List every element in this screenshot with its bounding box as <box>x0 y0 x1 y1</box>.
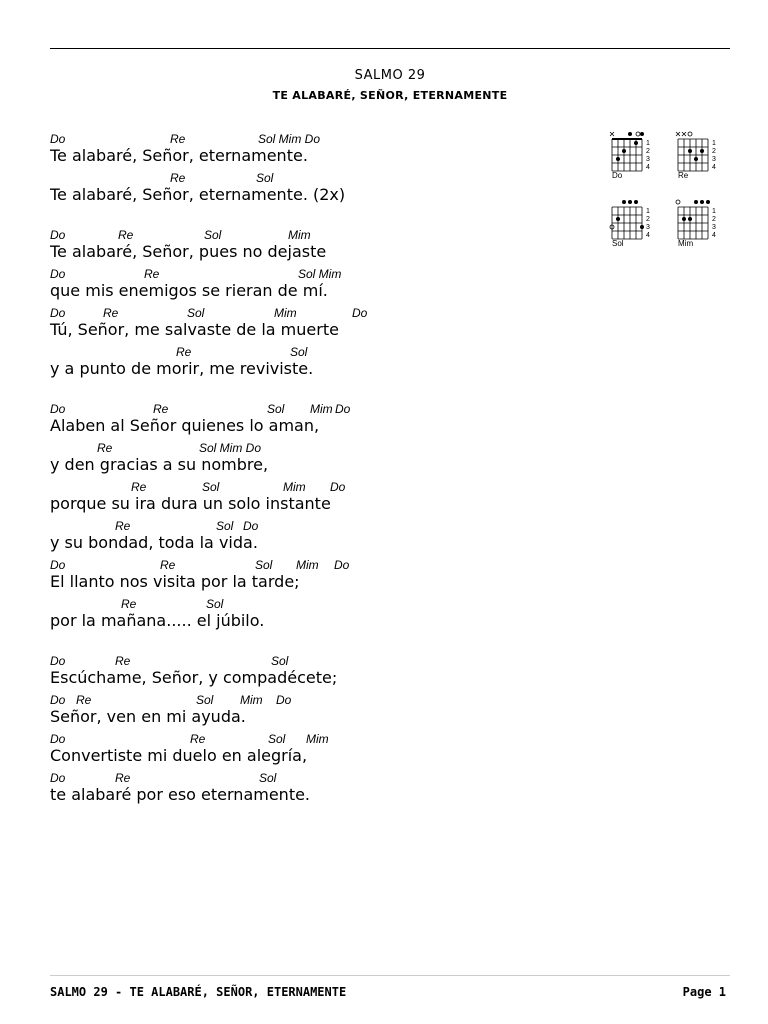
chord-label: Sol Mim Do <box>258 132 321 146</box>
chord-label: Re <box>131 480 147 494</box>
chord-label: Sol <box>271 654 289 668</box>
song-line <box>50 224 590 263</box>
chord-label: Do <box>50 558 66 572</box>
chord-row <box>50 345 590 359</box>
chord-diagram-do <box>606 128 666 186</box>
lyric-text: y a punto de morir, me reviviste. <box>50 359 314 378</box>
chord-grid-icon <box>606 128 666 172</box>
chord-diagram-re <box>672 128 732 186</box>
chord-diagram-mim <box>672 196 732 254</box>
chord-diagrams <box>600 128 720 258</box>
chord-label: Re <box>153 402 169 416</box>
chord-label: Sol <box>216 519 234 533</box>
svg-text:2: 2 <box>646 148 650 155</box>
song-line <box>50 554 590 593</box>
svg-text:2: 2 <box>712 216 716 223</box>
song-line <box>50 341 590 380</box>
chord-label: Do <box>50 771 66 785</box>
lyric-text: Te alabaré, Señor, eternamente. (2x) <box>50 185 346 204</box>
lyric-text: El llanto nos visita por la tarde; <box>50 572 300 591</box>
chord-label: Do <box>334 558 350 572</box>
svg-text:2: 2 <box>646 216 650 223</box>
chord-diagram-label: Sol <box>612 239 624 248</box>
song-line <box>50 437 590 476</box>
chord-label: Mim <box>288 228 311 242</box>
chord-label: Do <box>335 402 351 416</box>
verse <box>50 650 590 806</box>
chord-grid-icon <box>672 196 732 240</box>
lyric-text: Te alabaré, Señor, pues no dejaste <box>50 242 327 261</box>
chord-row <box>50 693 590 707</box>
footer-title: SALMO 29 - TE ALABARÉ, SEÑOR, ETERNAMENTE <box>50 985 347 999</box>
chord-label: Re <box>115 771 131 785</box>
chord-row <box>50 441 590 455</box>
chord-row <box>50 132 590 146</box>
chord-label: Re <box>97 441 113 455</box>
chord-row <box>50 519 590 533</box>
chord-row <box>50 597 590 611</box>
lyric-text: y su bondad, toda la vida. <box>50 533 258 552</box>
song-line <box>50 767 590 806</box>
song-line <box>50 167 590 206</box>
lyric-text: Te alabaré, Señor, eternamente. <box>50 146 308 165</box>
chord-label: Do <box>50 267 66 281</box>
chord-label: Sol <box>256 171 274 185</box>
lyric-text: Tú, Señor, me salvaste de la muerte <box>50 320 339 339</box>
chord-label: Sol <box>187 306 205 320</box>
chord-label: Re <box>115 654 131 668</box>
chord-row <box>50 402 590 416</box>
chord-label: Sol <box>255 558 273 572</box>
chord-label: Mim <box>240 693 263 707</box>
chord-diagram-sol <box>606 196 666 254</box>
chord-label: Sol <box>202 480 220 494</box>
chord-label: Sol Mim Do <box>199 441 262 455</box>
verse <box>50 398 590 632</box>
lyric-text: porque su ira dura un solo instante <box>50 494 331 513</box>
chord-label: Sol <box>267 402 285 416</box>
chord-label: Do <box>50 732 66 746</box>
chord-label: Do <box>50 132 66 146</box>
song-body <box>50 128 590 824</box>
song-line <box>50 515 590 554</box>
chord-label: Do <box>330 480 346 494</box>
lyric-text: Señor, ven en mi ayuda. <box>50 707 246 726</box>
chord-label: Do <box>50 228 66 242</box>
chord-label: Re <box>160 558 176 572</box>
lyric-text: que mis enemigos se rieran de mí. <box>50 281 328 300</box>
footer-rule <box>50 975 730 976</box>
chord-label: Sol <box>204 228 222 242</box>
svg-text:3: 3 <box>646 224 650 231</box>
chord-row <box>50 171 590 185</box>
svg-text:1: 1 <box>712 208 716 215</box>
chord-label: Do <box>243 519 259 533</box>
chord-grid-icon <box>672 128 732 172</box>
chord-label: Do <box>50 402 66 416</box>
song-line <box>50 263 590 302</box>
chord-label: Re <box>118 228 134 242</box>
svg-text:3: 3 <box>712 224 716 231</box>
song-line <box>50 128 590 167</box>
chord-label: Sol <box>196 693 214 707</box>
song-line <box>50 650 590 689</box>
lyric-text: Alaben al Señor quienes lo aman, <box>50 416 320 435</box>
verse <box>50 224 590 380</box>
chord-row <box>50 558 590 572</box>
chord-label: Re <box>176 345 192 359</box>
chord-row <box>50 306 590 320</box>
chord-label: Re <box>103 306 119 320</box>
lyric-text: por la mañana..... el júbilo. <box>50 611 265 630</box>
verse <box>50 128 590 206</box>
svg-text:3: 3 <box>712 156 716 163</box>
svg-text:4: 4 <box>712 164 716 171</box>
chord-row <box>50 654 590 668</box>
chord-label: Re <box>170 171 186 185</box>
song-line <box>50 476 590 515</box>
chord-label: Re <box>76 693 92 707</box>
chord-grid-icon <box>606 196 666 240</box>
lyric-text: Convertiste mi duelo en alegría, <box>50 746 308 765</box>
chord-label: Re <box>115 519 131 533</box>
chord-diagram-label: Mim <box>678 239 694 248</box>
lyric-text: Escúchame, Señor, y compadécete; <box>50 668 338 687</box>
lyric-text: y den gracias a su nombre, <box>50 455 269 474</box>
chord-label: Sol <box>206 597 224 611</box>
song-line <box>50 728 590 767</box>
song-subtitle: TE ALABARÉ, SEÑOR, ETERNAMENTE <box>272 89 508 102</box>
svg-text:4: 4 <box>712 232 716 239</box>
lyric-text: te alabaré por eso eternamente. <box>50 785 311 804</box>
chord-label: Do <box>50 693 66 707</box>
chord-label: Do <box>50 306 66 320</box>
chord-row <box>50 771 590 785</box>
chord-label: Re <box>144 267 160 281</box>
chord-diagram-label: Re <box>678 171 689 180</box>
svg-text:2: 2 <box>712 148 716 155</box>
chord-row <box>50 228 590 242</box>
chord-diagram-label: Do <box>612 171 623 180</box>
chord-label: Sol Mim <box>298 267 342 281</box>
song-title: SALMO 29 <box>354 68 426 83</box>
song-line <box>50 398 590 437</box>
chord-row <box>50 732 590 746</box>
svg-text:4: 4 <box>646 232 650 239</box>
chord-label: Mim <box>283 480 306 494</box>
song-line <box>50 689 590 728</box>
song-line <box>50 302 590 341</box>
chord-row <box>50 480 590 494</box>
chord-label: Sol <box>268 732 286 746</box>
chord-row <box>50 267 590 281</box>
chord-label: Mim <box>306 732 329 746</box>
svg-text:4: 4 <box>646 164 650 171</box>
song-line <box>50 593 590 632</box>
svg-text:1: 1 <box>712 140 716 147</box>
chord-label: Mim <box>274 306 297 320</box>
top-rule <box>50 48 730 49</box>
chord-label: Sol <box>290 345 308 359</box>
chord-label: Do <box>352 306 368 320</box>
svg-text:1: 1 <box>646 140 650 147</box>
chord-label: Re <box>170 132 186 146</box>
svg-text:1: 1 <box>646 208 650 215</box>
chord-label: Do <box>50 654 66 668</box>
chord-label: Do <box>276 693 292 707</box>
chord-label: Sol <box>259 771 277 785</box>
chord-label: Mim <box>296 558 319 572</box>
page-number: Page 1 <box>682 985 726 999</box>
chord-label: Re <box>190 732 206 746</box>
svg-text:3: 3 <box>646 156 650 163</box>
chord-label: Mim <box>310 402 333 416</box>
chord-label: Re <box>121 597 137 611</box>
